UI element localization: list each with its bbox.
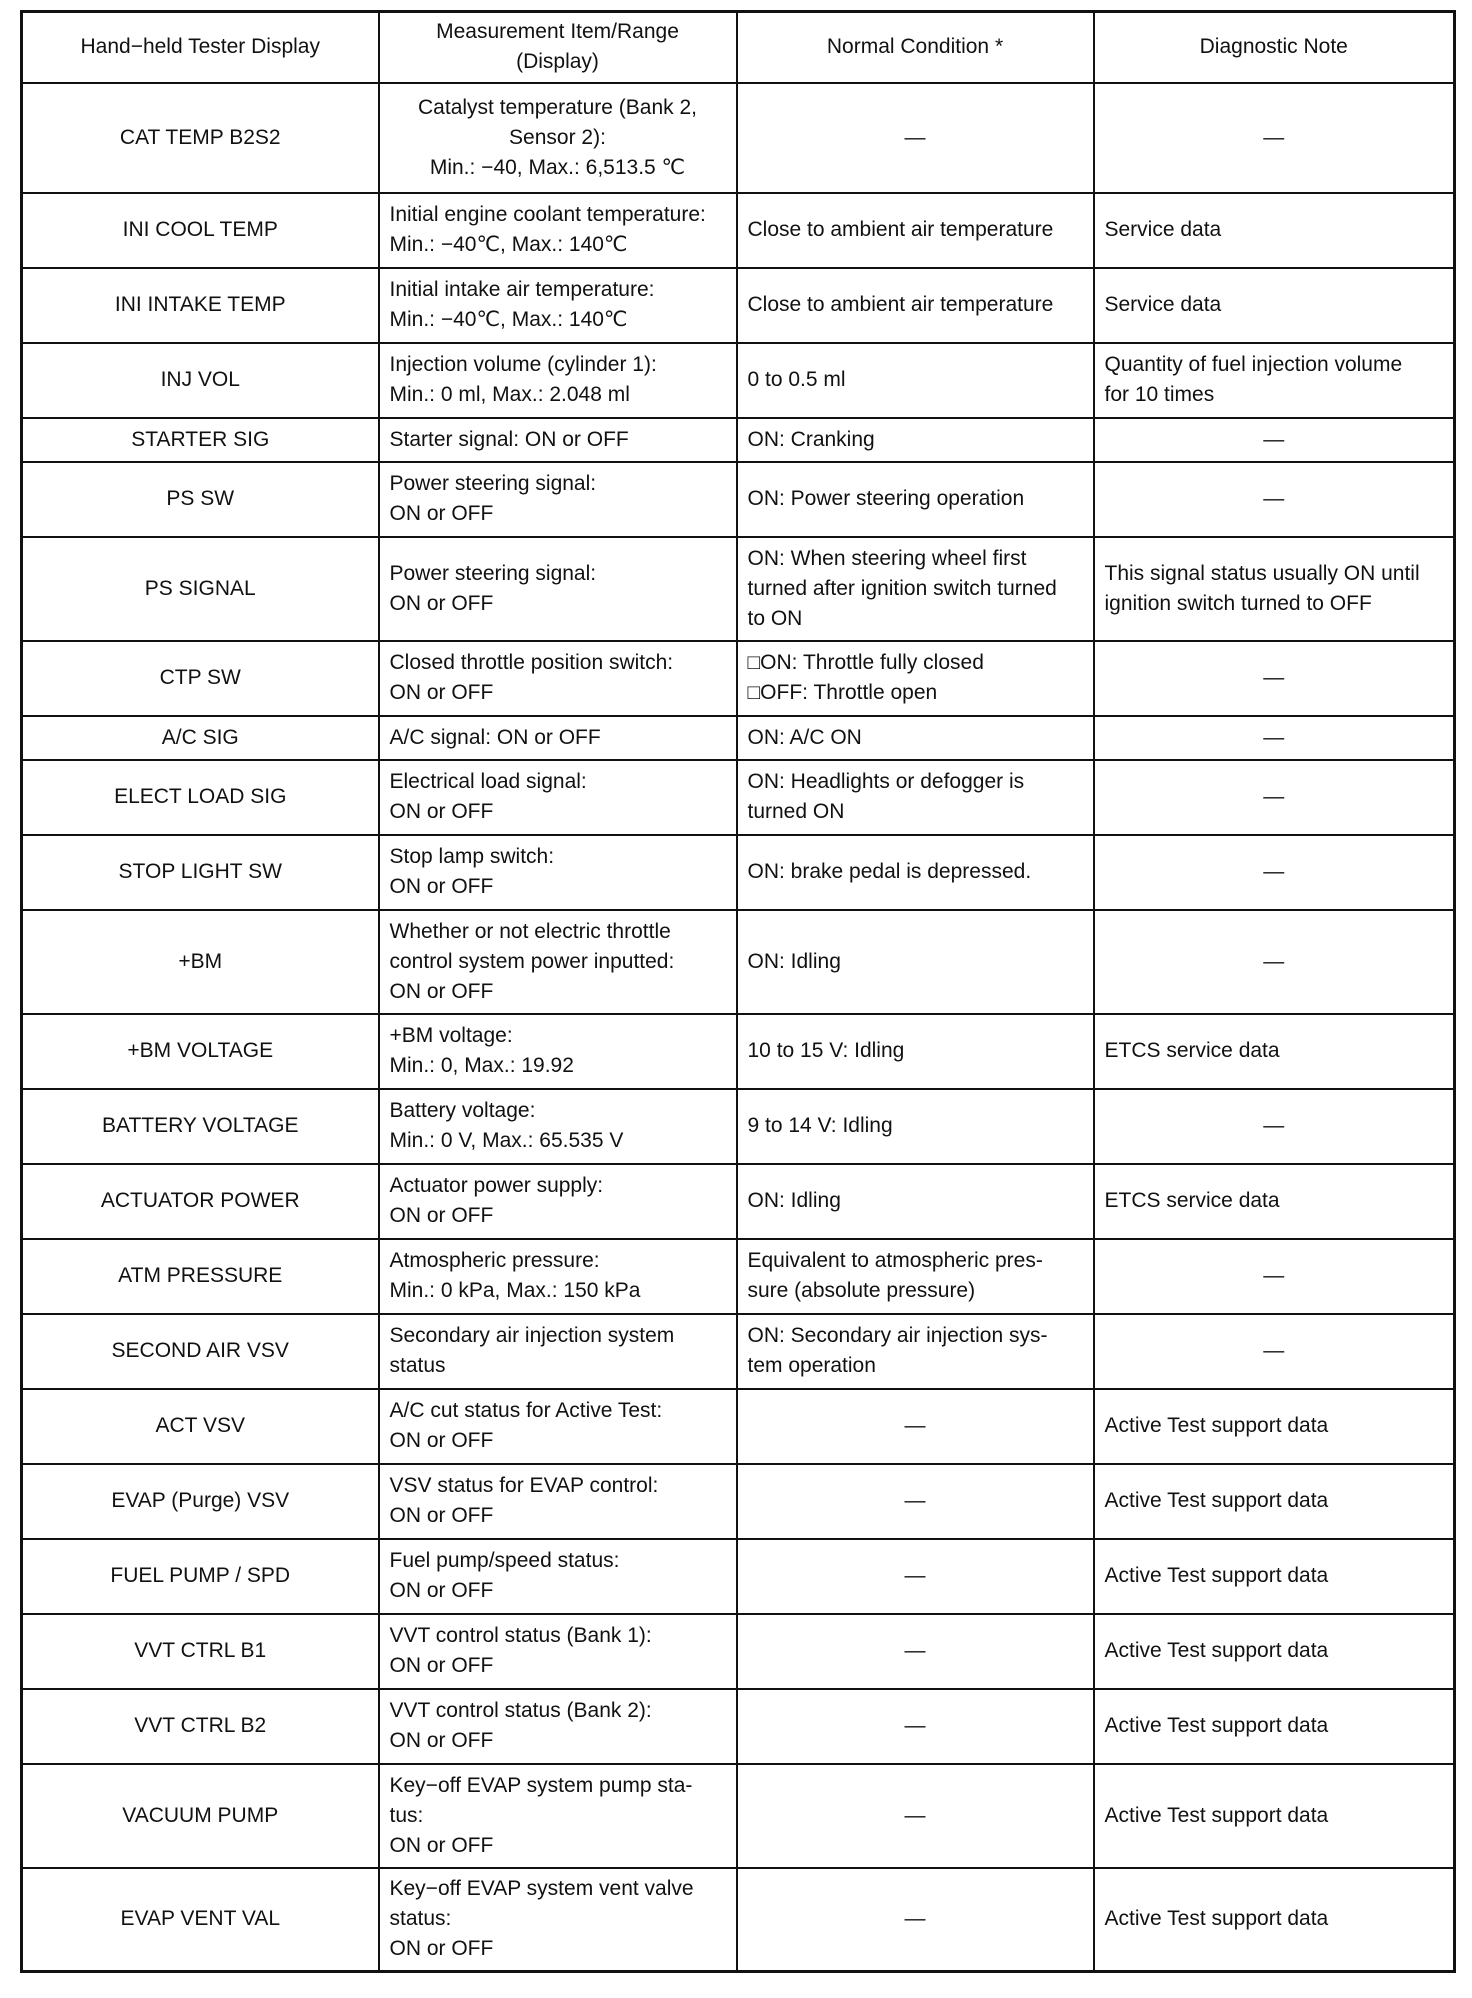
cell-normal-condition: [737, 83, 1094, 193]
cell-measurement-text: Secondary air injection system status: [389, 1324, 675, 1377]
cell-display-text: STOP LIGHT SW: [118, 860, 282, 883]
cell-diagnostic-note: [1094, 1314, 1455, 1389]
cell-measurement: [379, 83, 737, 193]
cell-diagnostic-note: [1094, 1464, 1455, 1539]
cell-normal-condition: [737, 1164, 1094, 1239]
cell-display: [22, 1764, 379, 1868]
header-measurement: Measurement Item/Range (Display): [379, 12, 737, 83]
cell-measurement: [379, 343, 737, 418]
cell-normal-condition-text: —: [904, 1714, 926, 1737]
cell-normal-condition-text: ON: Cranking: [747, 427, 875, 451]
cell-diagnostic-note: [1094, 1014, 1455, 1089]
cell-measurement: [379, 1764, 737, 1868]
table-header: [22, 12, 1455, 83]
table-row: [22, 760, 1455, 835]
cell-measurement-text: Injection volume (cylinder 1): Min.: 0 ml, Max.: 2.048 ml: [389, 353, 657, 406]
cell-measurement-text: A/C cut status for Active Test: ON or OFF: [389, 1399, 663, 1452]
cell-measurement: [379, 641, 737, 716]
cell-measurement-text: Key−off EVAP system pump sta- tus: ON or OFF: [389, 1773, 693, 1857]
table-row: [22, 1539, 1455, 1614]
table-row: [22, 1868, 1455, 1972]
cell-normal-condition: [737, 835, 1094, 910]
cell-measurement: [379, 1539, 737, 1614]
cell-normal-condition: [737, 1089, 1094, 1164]
cell-normal-condition-text: ON: Secondary air injection sys- tem operation: [747, 1324, 1048, 1377]
table-row: [22, 83, 1455, 193]
cell-diagnostic-note-text: Service data: [1104, 293, 1222, 316]
cell-measurement: [379, 537, 737, 641]
table-row: [22, 1464, 1455, 1539]
cell-display: [22, 1539, 379, 1614]
table-row: [22, 1689, 1455, 1764]
cell-display-text: VACUUM PUMP: [122, 1803, 279, 1827]
cell-normal-condition-text: —: [904, 1414, 926, 1437]
cell-display-text: ACTUATOR POWER: [100, 1189, 300, 1212]
cell-diagnostic-note-text: —: [1263, 125, 1285, 149]
cell-diagnostic-note-text: Active Test support data: [1104, 1489, 1329, 1512]
cell-display-text: BATTERY VOLTAGE: [102, 1114, 299, 1137]
cell-diagnostic-note-text: This signal status usually ON until ignition switch turned to OFF: [1104, 561, 1420, 615]
table-row: [22, 910, 1455, 1014]
cell-measurement-text: VSV status for EVAP control: ON or OFF: [389, 1474, 659, 1527]
cell-diagnostic-note: [1094, 537, 1455, 641]
cell-normal-condition-text: Equivalent to atmospheric pres- sure (absolute pressure): [747, 1249, 1043, 1302]
cell-measurement: [379, 1314, 737, 1389]
cell-normal-condition: [737, 343, 1094, 418]
cell-display: [22, 268, 379, 343]
cell-diagnostic-note-text: —: [1263, 1114, 1285, 1137]
cell-diagnostic-note-text: Active Test support data: [1104, 1414, 1329, 1437]
cell-normal-condition-text: —: [904, 1564, 926, 1587]
cell-measurement-text: +BM voltage: Min.: 0, Max.: 19.92: [389, 1024, 574, 1077]
cell-normal-condition: [737, 1014, 1094, 1089]
table-row: [22, 537, 1455, 641]
cell-measurement-text: Power steering signal: ON or OFF: [389, 472, 597, 525]
table-row: [22, 835, 1455, 910]
table-row: [22, 1614, 1455, 1689]
cell-diagnostic-note-text: —: [1263, 427, 1285, 451]
cell-display: [22, 1689, 379, 1764]
cell-diagnostic-note: [1094, 910, 1455, 1014]
cell-diagnostic-note: [1094, 1389, 1455, 1464]
cell-normal-condition: [737, 910, 1094, 1014]
cell-normal-condition-text: ON: A/C ON: [747, 725, 862, 749]
cell-display-text: +BM: [178, 949, 223, 973]
cell-measurement: [379, 1389, 737, 1464]
cell-diagnostic-note: [1094, 1689, 1455, 1764]
cell-measurement-text: VVT control status (Bank 1): ON or OFF: [389, 1624, 652, 1677]
cell-normal-condition: [737, 1239, 1094, 1314]
cell-measurement-text: Closed throttle position switch: ON or OFF: [389, 651, 674, 704]
cell-diagnostic-note-text: ETCS service data: [1104, 1189, 1280, 1212]
cell-display-text: PS SIGNAL: [144, 576, 256, 600]
cell-normal-condition-text: 0 to 0.5 ml: [747, 368, 846, 391]
cell-diagnostic-note: [1094, 1089, 1455, 1164]
table-body: [22, 83, 1455, 1972]
cell-measurement: [379, 835, 737, 910]
cell-normal-condition-text: —: [904, 1489, 926, 1512]
table-row: [22, 1764, 1455, 1868]
cell-normal-condition-text: ON: Idling: [747, 1189, 841, 1212]
cell-normal-condition-text: —: [904, 1907, 926, 1931]
cell-diagnostic-note-text: Active Test support data: [1104, 1803, 1329, 1827]
table-row: [22, 193, 1455, 268]
cell-normal-condition-text: Close to ambient air temperature: [747, 293, 1054, 316]
cell-normal-condition-text: 9 to 14 V: Idling: [747, 1114, 893, 1137]
cell-diagnostic-note: [1094, 83, 1455, 193]
cell-display: [22, 537, 379, 641]
cell-diagnostic-note: [1094, 716, 1455, 760]
cell-measurement: [379, 760, 737, 835]
document-page: [20, 10, 1453, 1973]
cell-normal-condition-text: —: [904, 1803, 926, 1827]
cell-normal-condition: [737, 418, 1094, 462]
cell-display-text: EVAP VENT VAL: [120, 1907, 281, 1931]
cell-measurement-text: Electrical load signal: ON or OFF: [389, 770, 587, 823]
cell-measurement-text: Actuator power supply: ON or OFF: [389, 1174, 604, 1227]
cell-diagnostic-note-text: Active Test support data: [1104, 1714, 1329, 1737]
cell-diagnostic-note-text: —: [1263, 860, 1285, 883]
cell-measurement: [379, 716, 737, 760]
cell-measurement: [379, 1689, 737, 1764]
table-row: [22, 641, 1455, 716]
table-row: [22, 1239, 1455, 1314]
cell-measurement: [379, 1614, 737, 1689]
cell-measurement-text: Initial engine coolant temperature: Min.: −40℃, Max.: 140℃: [389, 203, 706, 256]
cell-display: [22, 418, 379, 462]
cell-display-text: STARTER SIG: [131, 427, 270, 451]
cell-measurement-text: Fuel pump/speed status: ON or OFF: [389, 1549, 620, 1602]
cell-diagnostic-note: [1094, 1239, 1455, 1314]
cell-normal-condition: [737, 1614, 1094, 1689]
cell-measurement: [379, 1239, 737, 1314]
table-row: [22, 343, 1455, 418]
cell-display: [22, 1314, 379, 1389]
cell-display-text: ACT VSV: [155, 1414, 245, 1437]
cell-diagnostic-note: [1094, 193, 1455, 268]
header-normal-condition: Normal Condition *: [737, 12, 1094, 83]
cell-diagnostic-note-text: —: [1263, 666, 1285, 689]
cell-measurement: [379, 1868, 737, 1972]
cell-measurement-text: Atmospheric pressure: Min.: 0 kPa, Max.: 150 kPa: [389, 1249, 641, 1302]
header-display: Hand−held Tester Display: [22, 12, 379, 83]
cell-diagnostic-note-text: —: [1263, 1264, 1285, 1287]
cell-diagnostic-note-text: —: [1263, 949, 1285, 973]
cell-normal-condition-text: —: [904, 125, 926, 149]
cell-normal-condition: [737, 1314, 1094, 1389]
cell-normal-condition: [737, 1464, 1094, 1539]
cell-display: [22, 1614, 379, 1689]
cell-display: [22, 910, 379, 1014]
cell-display: [22, 1464, 379, 1539]
cell-display: [22, 343, 379, 418]
cell-display-text: PS SW: [166, 487, 235, 510]
cell-normal-condition-text: Close to ambient air temperature: [747, 218, 1054, 241]
cell-normal-condition-text: 10 to 15 V: Idling: [747, 1039, 905, 1062]
cell-diagnostic-note-text: Active Test support data: [1104, 1564, 1329, 1587]
cell-display: [22, 1014, 379, 1089]
cell-normal-condition-text: □ON: Throttle fully closed □OFF: Throttle open: [747, 651, 984, 704]
cell-measurement-text: Catalyst temperature (Bank 2, Sensor 2): Min.: −40, Max.: 6,513.5 ℃: [418, 95, 697, 179]
cell-display-text: CAT TEMP B2S2: [119, 125, 281, 149]
cell-measurement: [379, 1464, 737, 1539]
cell-display: [22, 1239, 379, 1314]
cell-diagnostic-note: [1094, 1764, 1455, 1868]
cell-display: [22, 462, 379, 537]
cell-normal-condition: [737, 268, 1094, 343]
cell-display: [22, 835, 379, 910]
cell-display-text: VVT CTRL B1: [134, 1639, 267, 1662]
cell-measurement: [379, 193, 737, 268]
cell-normal-condition: [737, 193, 1094, 268]
table-row: [22, 1164, 1455, 1239]
cell-diagnostic-note-text: Service data: [1104, 218, 1222, 241]
cell-measurement-text: Key−off EVAP system vent valve status: ON or OFF: [389, 1877, 694, 1961]
cell-measurement: [379, 1014, 737, 1089]
cell-diagnostic-note-text: Active Test support data: [1104, 1907, 1329, 1931]
cell-normal-condition: [737, 1389, 1094, 1464]
cell-display-text: CTP SW: [159, 666, 241, 689]
tester-data-table: [20, 10, 1456, 1973]
cell-measurement: [379, 1089, 737, 1164]
cell-measurement: [379, 418, 737, 462]
cell-display: [22, 716, 379, 760]
cell-normal-condition-text: ON: Power steering operation: [747, 487, 1025, 510]
table-row: [22, 462, 1455, 537]
cell-normal-condition: [737, 537, 1094, 641]
cell-normal-condition: [737, 760, 1094, 835]
cell-measurement-text: Whether or not electric throttle control system power inputted: ON or OFF: [389, 919, 675, 1003]
cell-normal-condition: [737, 1539, 1094, 1614]
cell-measurement-text: Power steering signal: ON or OFF: [389, 561, 597, 615]
cell-measurement-text: Starter signal: ON or OFF: [389, 427, 629, 451]
cell-diagnostic-note: [1094, 343, 1455, 418]
cell-display: [22, 641, 379, 716]
cell-display-text: ATM PRESSURE: [118, 1264, 283, 1287]
table-row: [22, 1389, 1455, 1464]
cell-display: [22, 1389, 379, 1464]
cell-diagnostic-note: [1094, 418, 1455, 462]
table-row: [22, 716, 1455, 760]
cell-diagnostic-note-text: —: [1263, 1339, 1285, 1362]
cell-normal-condition-text: ON: brake pedal is depressed.: [747, 860, 1032, 883]
cell-display-text: INJ VOL: [160, 368, 240, 391]
cell-measurement-text: A/C signal: ON or OFF: [389, 725, 601, 749]
cell-measurement: [379, 910, 737, 1014]
cell-diagnostic-note: [1094, 1539, 1455, 1614]
cell-diagnostic-note: [1094, 1164, 1455, 1239]
table-row: [22, 1314, 1455, 1389]
cell-normal-condition-text: ON: Idling: [747, 949, 841, 973]
cell-diagnostic-note-text: Active Test support data: [1104, 1639, 1329, 1662]
cell-normal-condition-text: ON: When steering wheel first turned after ignition switch turned to ON: [747, 546, 1057, 630]
table-row: [22, 268, 1455, 343]
cell-diagnostic-note: [1094, 268, 1455, 343]
cell-display-text: SECOND AIR VSV: [111, 1339, 289, 1362]
cell-diagnostic-note: [1094, 462, 1455, 537]
cell-display-text: FUEL PUMP / SPD: [110, 1564, 291, 1587]
cell-measurement-text: Initial intake air temperature: Min.: −40℃, Max.: 140℃: [389, 278, 655, 331]
cell-diagnostic-note-text: —: [1263, 785, 1285, 808]
cell-display-text: EVAP (Purge) VSV: [111, 1489, 290, 1512]
cell-display: [22, 1164, 379, 1239]
cell-display-text: ELECT LOAD SIG: [114, 785, 287, 808]
cell-measurement: [379, 268, 737, 343]
cell-display-text: +BM VOLTAGE: [127, 1039, 274, 1062]
cell-measurement-text: VVT control status (Bank 2): ON or OFF: [389, 1699, 652, 1752]
cell-measurement: [379, 462, 737, 537]
table-row: [22, 418, 1455, 462]
cell-display-text: INI COOL TEMP: [122, 218, 278, 241]
cell-diagnostic-note: [1094, 1614, 1455, 1689]
cell-diagnostic-note: [1094, 1868, 1455, 1972]
cell-diagnostic-note-text: ETCS service data: [1104, 1039, 1280, 1062]
cell-display: [22, 760, 379, 835]
cell-normal-condition: [737, 462, 1094, 537]
cell-normal-condition: [737, 1868, 1094, 1972]
cell-normal-condition: [737, 716, 1094, 760]
cell-normal-condition: [737, 641, 1094, 716]
table-row: [22, 1014, 1455, 1089]
cell-diagnostic-note: [1094, 641, 1455, 716]
cell-measurement-text: Stop lamp switch: ON or OFF: [389, 845, 555, 898]
cell-diagnostic-note-text: —: [1263, 725, 1285, 749]
cell-measurement-text: Battery voltage: Min.: 0 V, Max.: 65.535 V: [389, 1099, 624, 1152]
cell-display: [22, 1089, 379, 1164]
cell-display: [22, 193, 379, 268]
cell-normal-condition: [737, 1689, 1094, 1764]
cell-diagnostic-note-text: —: [1263, 487, 1285, 510]
cell-display-text: A/C SIG: [161, 725, 239, 749]
cell-display-text: INI INTAKE TEMP: [114, 293, 286, 316]
cell-display: [22, 83, 379, 193]
header-diagnostic-note: Diagnostic Note: [1094, 12, 1455, 83]
cell-normal-condition: [737, 1764, 1094, 1868]
table-row: [22, 1089, 1455, 1164]
cell-normal-condition-text: —: [904, 1639, 926, 1662]
cell-measurement: [379, 1164, 737, 1239]
cell-diagnostic-note: [1094, 760, 1455, 835]
cell-display: [22, 1868, 379, 1972]
cell-display-text: VVT CTRL B2: [134, 1714, 267, 1737]
cell-normal-condition-text: ON: Headlights or defogger is turned ON: [747, 770, 1025, 823]
header-row: [22, 12, 1455, 83]
cell-diagnostic-note: [1094, 835, 1455, 910]
cell-diagnostic-note-text: Quantity of fuel injection volume for 10 times: [1104, 353, 1403, 406]
